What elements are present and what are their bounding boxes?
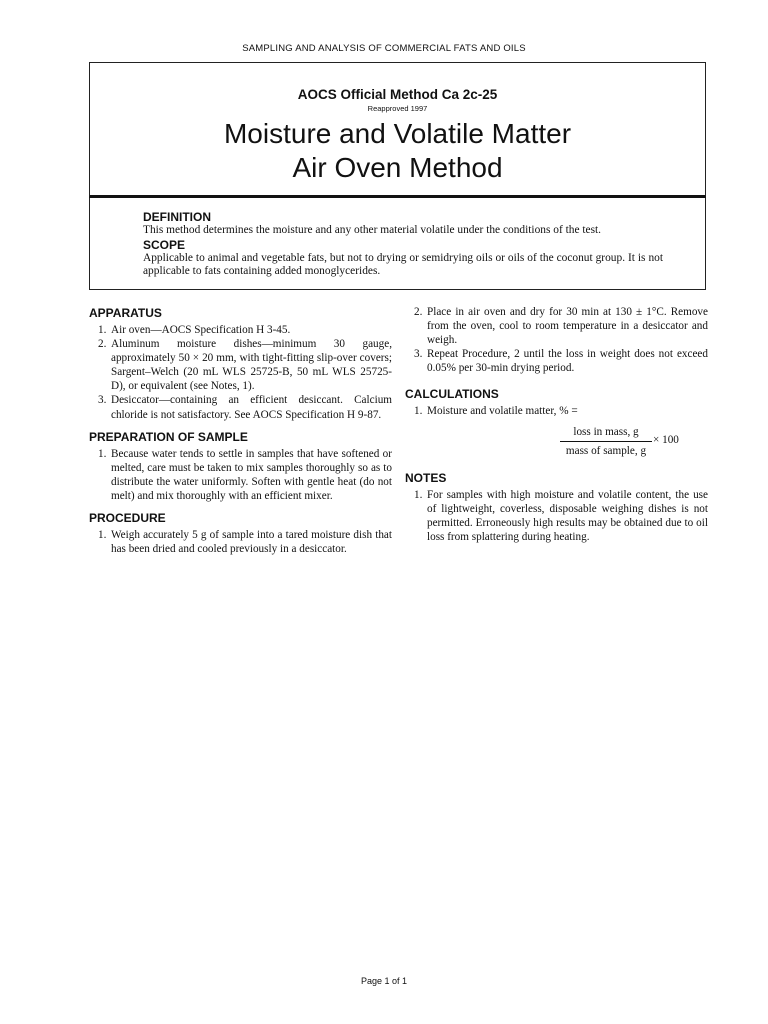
list-item: 2. Aluminum moisture dishes—minimum 30 gauge, approximately 50 × 20 mm, with tight-fitting slip-over covers; Sargent–Welch (20 mL WLS 25725-B, 50 mL WLS 25725-D), or equivalent (see Notes, 1). — [98, 338, 392, 393]
title-box — [89, 62, 706, 198]
formula-denominator: mass of sample, g — [565, 444, 647, 457]
page-number: Page 1 of 1 — [360, 976, 408, 986]
notes-list — [405, 488, 708, 544]
list-item: 1. Weigh accurately 5 g of sample into a tared moisture dish that has been dried and cooled previously in a desiccator. — [98, 529, 392, 556]
list-item: 2. Place in air oven and dry for 30 min at 130 ± 1°C. Remove from the oven, cool to room temperature in a desiccator and weigh. — [414, 306, 708, 347]
definition-text: This method determines the moisture and any other material volatile under the conditions of the test. — [143, 224, 602, 236]
procedure-list-part-1 — [89, 528, 392, 556]
apparatus-list — [89, 323, 392, 422]
calculations-heading: CALCULATIONS — [405, 387, 499, 402]
procedure-list-part-2 — [405, 305, 708, 375]
reapproved-date: Reapproved 1997 — [367, 104, 428, 113]
list-item: 1. Because water tends to settle in samples that have softened or melted, care must be taken to mix samples thoroughly so as to distribute the water uniformly. Soften with gentle heat (do not melt) and mix thoroughly with an efficient mixer. — [98, 447, 392, 502]
page-title — [90, 117, 705, 185]
definition-scope-block — [143, 210, 663, 279]
definition-heading: DEFINITION — [143, 210, 211, 224]
list-item: 3. Desiccator—containing an efficient desiccant. Calcium chloride is not satisfactory. See AOCS Specification H 9-87. — [98, 394, 392, 421]
list-item: 1. Moisture and volatile matter, % = — [414, 405, 578, 418]
procedure-heading: PROCEDURE — [89, 511, 166, 526]
apparatus-heading: APPARATUS — [89, 306, 162, 320]
scope-text: Applicable to animal and vegetable fats, but not to drying or semidrying oils or oils of the coconut group. It is not applicable to fats containing added monoglycerides. — [143, 251, 663, 277]
method-id: AOCS Official Method Ca 2c-25 — [297, 87, 498, 102]
formula-multiplier: × 100 — [653, 433, 679, 446]
scope-heading: SCOPE — [143, 237, 186, 252]
list-item: 1. For samples with high moisture and volatile content, the use of lightweight, coverless, disposable weighing dishes is not permitted. Erroneously high results may be obtained due to oil loss from splattering during heating. — [414, 488, 708, 543]
list-item: 1. Air oven—AOCS Specification H 3-45. — [98, 324, 291, 336]
left-column — [89, 306, 392, 556]
moisture-formula — [405, 425, 708, 461]
title-line-1: Moisture and Volatile Matter — [223, 118, 572, 149]
definition-box — [89, 198, 706, 290]
formula-fraction — [560, 425, 652, 458]
title-line-2: Air Oven Method — [292, 152, 503, 183]
calculations-list — [405, 404, 708, 418]
preparation-heading: PREPARATION OF SAMPLE — [89, 429, 248, 444]
preparation-list — [89, 447, 392, 503]
notes-heading: NOTES — [405, 470, 447, 485]
formula-numerator: loss in mass, g — [560, 425, 652, 442]
running-head: SAMPLING AND ANALYSIS OF COMMERCIAL FATS AND OILS — [242, 43, 526, 54]
list-item: 3. Repeat Procedure, 2 until the loss in weight does not exceed 0.05% per 30-min drying period. — [414, 348, 708, 375]
right-column — [405, 305, 708, 544]
